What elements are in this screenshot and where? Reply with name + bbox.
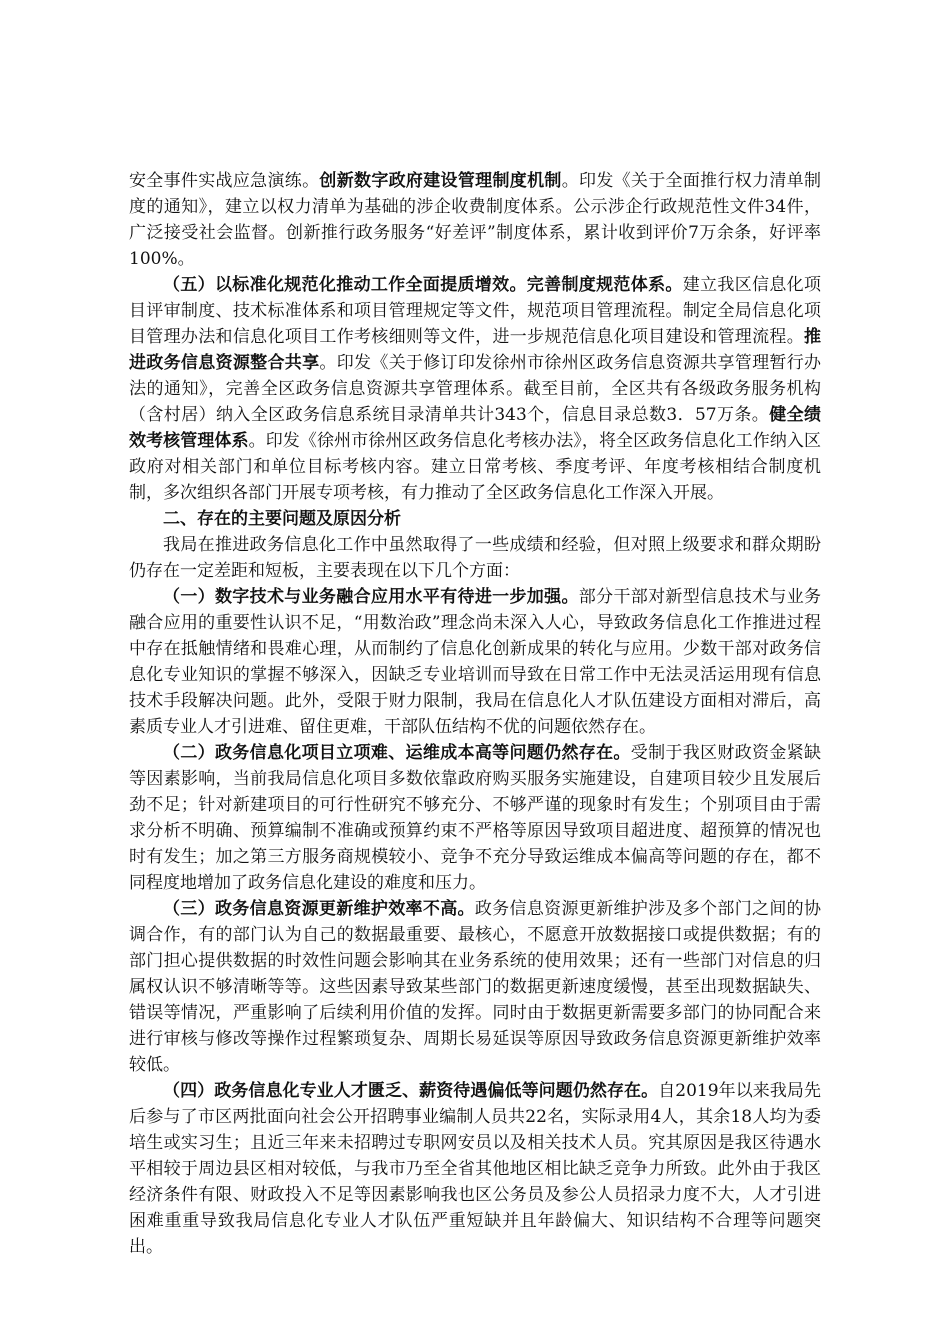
bold-heading-run: 推进政务信息资源整合共享	[129, 327, 821, 373]
text-run: 政务信息资源更新维护涉及多个部门之间的协调合作，有的部门认为自己的数据最重要、最核心，不愿意开放数据接口或提供数据；有的部门担心提供数据的时效性问题会影响其在业务系统的使用效果；还有一些部门对信息的归属权认识不够清晰等等。这些因素导致某些部门的数据更新速度缓慢，甚至出现数据缺失、错误等情况，严重影响了后续利用价值的发挥。同时由于数据更新需要多部门的协同配合来进行审核与修改等操作过程繁琐复杂、周期长易延误等原因导致政务信息资源更新维护效率较低。	[129, 899, 822, 1075]
bold-heading-run: （五）以标准化规范化推动工作全面提质增效。完善制度规范体系。	[163, 275, 683, 295]
bold-heading-run: 健全绩效考核管理体系	[129, 405, 821, 451]
text-run: 部分干部对新型信息技术与业务融合应用的重要性认识不足，“用数治政”理念尚未深入人心，导致政务信息化工作推进过程中存在抵触情绪和畏难心理，从而制约了信息化创新成果的转化与应用。少数干部对政务信息化专业知识的掌握不够深入，因缺乏专业培训而导致在日常工作中无法灵活运用现有信息技术手段解决问题。此外，受限于财力限制，我局在信息化人才队伍建设方面相对滞后，高素质专业人才引进难、留住更难，干部队伍结构不优的问题依然存在。	[129, 587, 822, 737]
text-run: 安全事件实战应急演练。	[129, 171, 320, 191]
bold-heading-run: （四）政务信息化专业人才匮乏、薪资待遇偏低等问题仍然存在。	[163, 1081, 659, 1101]
paragraph-issue-1	[129, 584, 821, 740]
text-run: 。印发《徐州市徐州区政务信息化考核办法》，将全区政务信息化工作纳入区政府对相关部门和单位目标考核内容。建立日常考核、季度考评、年度考核相结合制度机制，多次组织各部门开展专项考核，有力推动了全区政务信息化工作深入开展。	[129, 431, 822, 503]
paragraph-issue-2	[129, 740, 821, 896]
document-body	[129, 168, 821, 1260]
text-run: 受制于我区财政资金紧缺等因素影响，当前我局信息化项目多数依靠政府购买服务实施建设，自建项目较少且发展后劲不足；针对新建项目的可行性研究不够充分、不够严谨的现象时有发生；个别项目由于需求分析不明确、预算编制不准确或预算约束不严格等原因导致项目超进度、超预算的情况也时有发生；加之第三方服务商规模较小、竞争不充分导致运维成本偏高等问题的存在，都不同程度地增加了政务信息化建设的难度和压力。	[129, 743, 822, 893]
text-run: 自2019年以来我局先后参与了市区两批面向社会公开招聘事业编制人员共22名，实际录用4人，其余18人均为委培生或实习生；且近三年来未招聘过专职网安员以及相关技术人员。究其原因是我区待遇水平相较于周边县区相对较低，与我市乃至全省其他地区相比缺乏竞争力所致。此外由于我区经济条件有限、财政投入不足等因素影响我也区公务员及参公人员招录力度不大，人才引进困难重重导致我局信息化专业人才队伍严重短缺并且年龄偏大、知识结构不合理等问题突出。	[129, 1081, 821, 1257]
section-heading	[129, 506, 821, 532]
text-run: 建立我区信息化项目评审制度、技术标准体系和项目管理规定等文件，规范项目管理流程。制定全局信息化项目管理办法和信息化项目工作考核细则等文件，进一步规范信息化项目建设和管理流程。	[129, 275, 822, 347]
bold-heading-run: （一）数字技术与业务融合应用水平有待进一步加强。	[163, 587, 579, 607]
bold-heading-run: （三）政务信息资源更新维护效率不高。	[163, 899, 475, 919]
paragraph-issue-3	[129, 896, 821, 1078]
paragraph-1	[129, 168, 821, 272]
section-title: 二、存在的主要问题及原因分析	[163, 509, 401, 529]
paragraph-2	[129, 272, 821, 506]
paragraph-intro	[129, 532, 821, 584]
text-run: 我局在推进政务信息化工作中虽然取得了一些成绩和经验，但对照上级要求和群众期盼仍存在一定差距和短板，主要表现在以下几个方面：	[129, 535, 821, 581]
text-run: 。印发《关于修订印发徐州市徐州区政务信息资源共享管理暂行办法的通知》，完善全区政务信息资源共享管理体系。截至目前，全区共有各级政务服务机构（含村居）纳入全区政务信息系统目录清单共计343个，信息目录总数3．57万条。	[129, 353, 822, 425]
bold-heading-run: 创新数字政府建设管理制度机制	[319, 171, 562, 191]
paragraph-issue-4	[129, 1078, 821, 1260]
bold-heading-run: （二）政务信息化项目立项难、运维成本高等问题仍然存在。	[163, 743, 631, 763]
text-run: 。印发《关于全面推行权力清单制度的通知》，建立以权力清单为基础的涉企收费制度体系。公示涉企行政规范性文件34件，广泛接受社会监督。创新推行政务服务“好差评”制度体系，累计收到评价7万余条，好评率100%。	[129, 171, 822, 269]
